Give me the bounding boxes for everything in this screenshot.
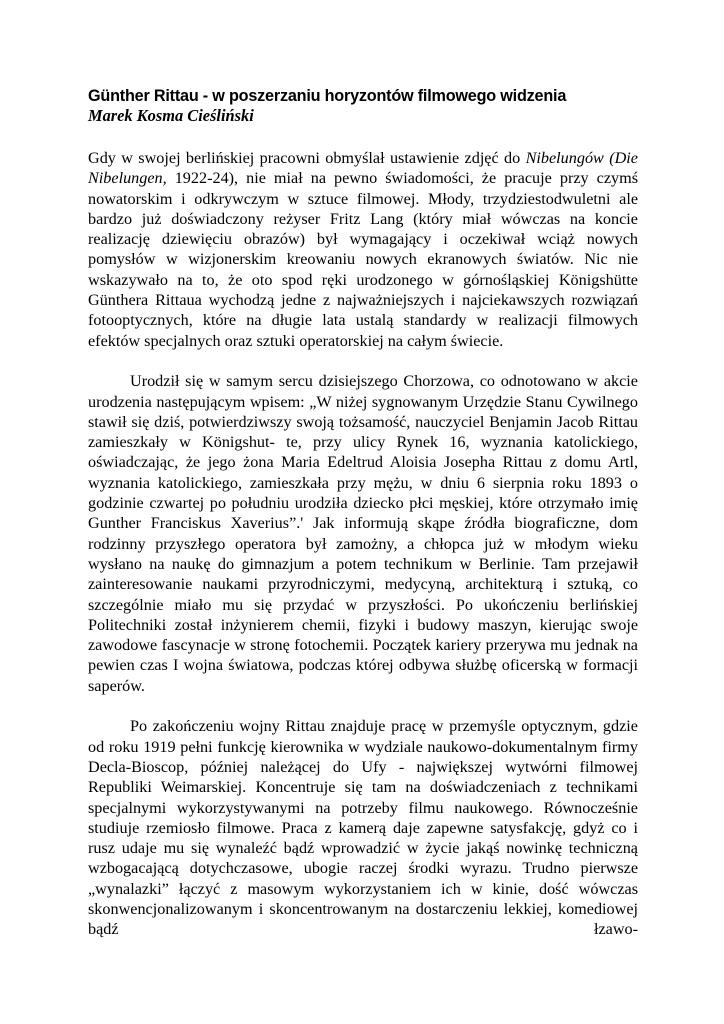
article-title: Günther Rittau - w poszerzaniu horyzontów filmowego widzenia bbox=[88, 87, 567, 105]
paragraph-1-italic-title: Nibelungów (Die Nibelungen, bbox=[88, 149, 638, 188]
paragraph-1 bbox=[88, 148, 638, 351]
paragraph-2: Urodził się w samym sercu dzisiejszego Chorzowa, co odnotowano w akcie urodzenia następującym wpisem: „W niżej sygnowanym Urzędzie Stanu Cywilnego stawił się dziś, potwierdziwszy swoją tożsamość, nauczyciel Benjamin Jacob Rittau zamieszkały w Königshut- te, przy ulicy Rynek 16, wyznania katolickiego, oświadczając, że jego żona Maria Edeltrud Aloisia Josepha Rittau z domu Artl, wyznania katolickiego, zamieszkała przy mężu, w dniu 6 sierpnia roku 1893 o godzinie czwartej po południu urodziła dziecko płci męskiej, które otrzymało imię Gunther Franciskus Xaverius”.' Jak informują skąpe źródła biograficzne, dom rodzinny przyszłego operatora był zamożny, a chłopca już w młodym wieku wysłano na naukę do gimnazjum a potem technikum w Berlinie. Tam przejawił zainteresowanie naukami przyrodniczymi, medycyną, architekturą i sztuką, co szczególnie miało mu się przydać w przyszłości. Po ukończeniu berlińskiej Politechniki został inżynierem chemii, fizyki i budowy maszyn, kierując swoje zawodowe fascynacje w stronę fotochemii. Początek kariery przerywa mu jednak na pewien czas I wojna światowa, podczas której odbywa służbę oficerską w formacji saperów. bbox=[88, 372, 638, 695]
paragraph-1-text-a: Gdy w swojej berlińskiej pracowni obmyślał ustawienie zdjęć do bbox=[88, 149, 526, 167]
article-author: Marek Kosma Cieśliński bbox=[88, 106, 254, 125]
paragraph-1-text-b: 1922-24), nie miał na pewno świadomości, że pracuje przy czymś nowatorskim i odkrywczym w sztuce filmowej. Młody, trzydziestodwuletni ale bardzo już doświadczony reżyser Fritz Lang (który miał wówczas na koncie realizację dziewięciu obrazów) był wymagający i oczekiwał wciąż nowych pomysłów w wizjonerskim kreowaniu nowych ekranowych światów. Nic nie wskazywało na to, że oto spod ręki urodzonego w górnośląskiej Königshütte Günthera Rittaua wychodzą jedne z najważniejszych i najciekawszych rozwiązań fotooptycznych, które na długie lata ustalą standardy w realizacji filmowych efektów specjalnych oraz sztuki operatorskiej na całym świecie. bbox=[88, 169, 638, 350]
paragraph-3: Po zakończeniu wojny Rittau znajduje pracę w przemyśle optycznym, gdzie od roku 1919 pełni funkcję kierownika w wydziale naukowo-dokumentalnym firmy Decla-Bioscop, później należącej do Ufy - największej wytwórni filmowej Republiki Weimarskiej. Koncentruje się tam na doświadczeniach z technikami specjalnymi wykorzystywanymi na potrzeby filmu naukowego. Równocześnie studiuje rzemiosło filmowe. Praca z kamerą daje zapewne satysfakcję, gdyż co i rusz udaje mu się wynaleźć bądź wprowadzić w życie jakąś nowinkę techniczną wzbogacającą dotychczasowe, ubogie raczej środki wyrazu. Trudno pierwsze „wynalazki” łączyć z masowym wykorzystaniem ich w kinie, dość wówczas skonwencjonalizowanym i skoncentrowanym na dostarczeniu lekkiej, komediowej bądź łzawo- bbox=[88, 717, 638, 939]
document-page bbox=[88, 86, 638, 960]
